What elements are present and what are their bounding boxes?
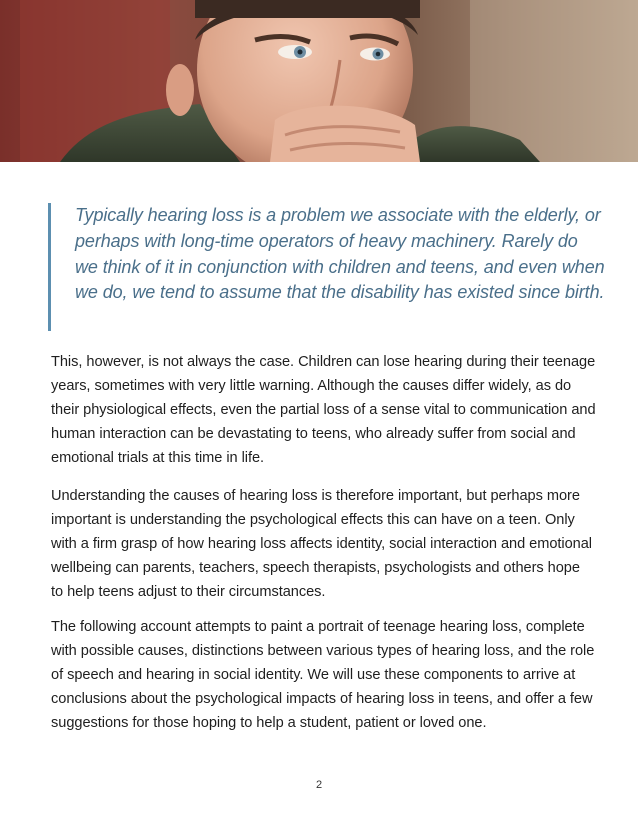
page-number: 2 bbox=[315, 779, 323, 791]
body-paragraph: Understanding the causes of hearing loss is therefore important, but perhaps more important is understanding the psychological effects this can have on a teen. Only with a firm grasp of how hearing loss affects identity, social interaction and emotional wellbeing can parents, teachers, speech therapists, psychologists and others hope to help teens adjust to their circumstances. bbox=[51, 488, 592, 600]
pull-quote-text: Typically hearing loss is a problem we associate with the elderly, or perhaps with long-time operators of heavy machinery. Rarely do we think of it in conjunction with children and teens, and even when we do, we tend to assume that the disability has existed since birth. bbox=[75, 205, 605, 303]
body-paragraph: The following account attempts to paint a portrait of teenage hearing loss, complete with possible causes, distinctions between various types of hearing loss, and the role of speech and hearing in social identity. We will use these components to arrive at conclusions about the psychological impacts of hearing loss in teens, and offer a few suggestions for those hoping to help a student, patient or loved one. bbox=[51, 619, 595, 731]
pull-quote bbox=[48, 203, 611, 331]
body-paragraph: This, however, is not always the case. Children can lose hearing during their teenage years, sometimes with very little warning. Although the causes differ widely, as do their physiological effects, even the partial loss of a sense vital to communication and human interaction can be devastating to teens, who already suffer from social and emotional trials at this time in life. bbox=[51, 354, 596, 466]
hero-photo bbox=[0, 0, 638, 162]
